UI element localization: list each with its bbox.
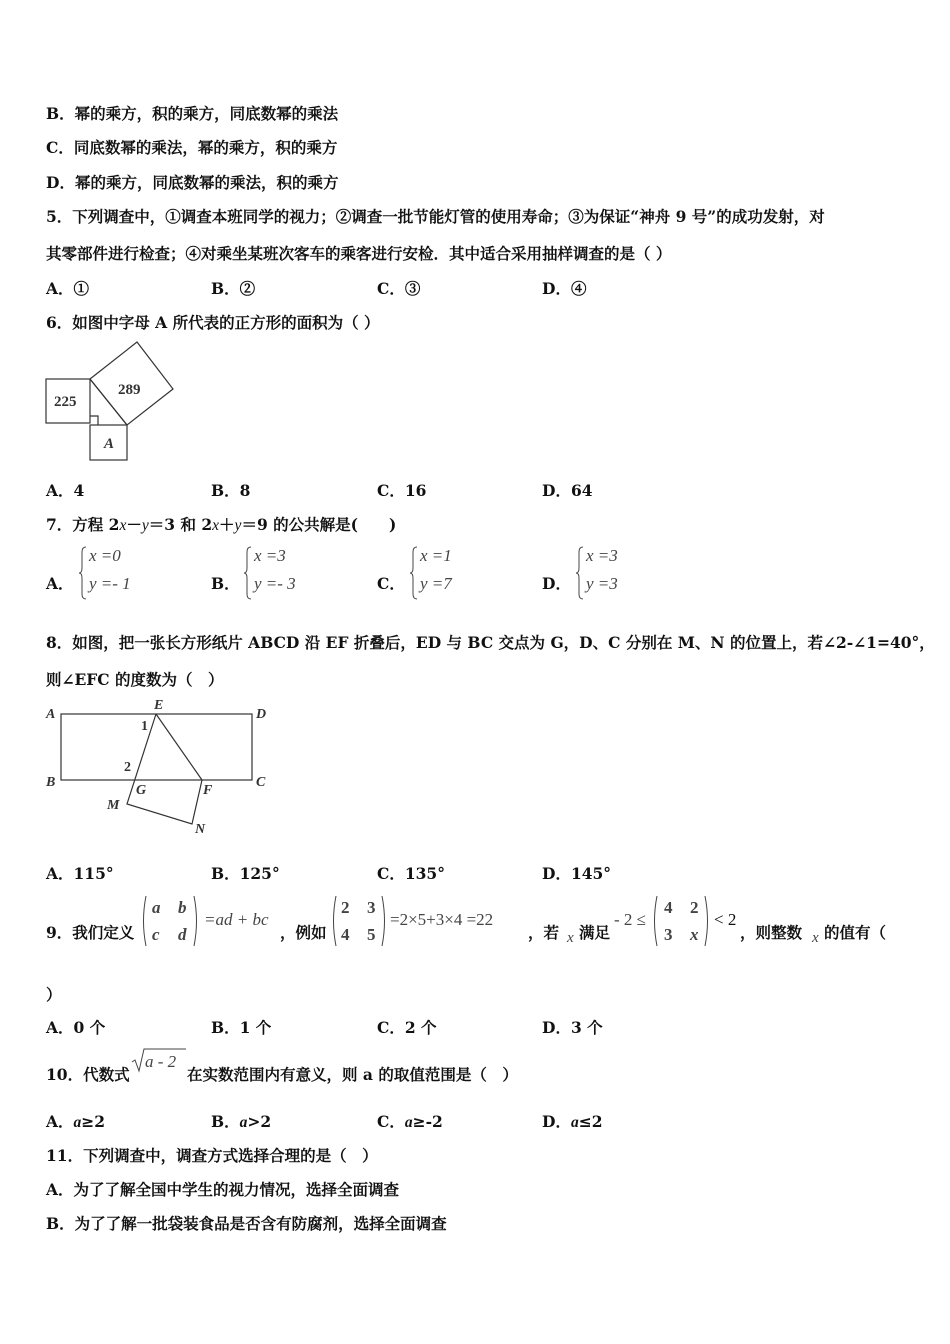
q6-option-c: C．16 [377,481,427,500]
q9-option-b: B．1 个 [211,1018,272,1037]
q9-satisfy-word: 满足 [579,923,611,942]
q10-option-d: D．a≤2 [542,1112,603,1131]
q10-option-c: C．a≥-2 [377,1112,443,1131]
q7-option-c-label: C． [377,574,405,593]
cell-5: 5 [367,925,376,944]
q4-option-c: C．同底数幂的乘法，幂的乘方，积的乘方 [46,138,338,157]
q7-option-b-system: x =3 y =- 3 [244,546,324,602]
q7-option-d-label: D． [542,574,571,593]
q9-ineq-left: - 2 ≤ [614,910,646,929]
q9-def-matrix [140,894,200,948]
fold-line-ef [156,714,202,780]
q9-option-d: D．3 个 [542,1018,603,1037]
q5-stem-line1: 5．下列调查中，①调查本班同学的视力；②调查一批节能灯管的使用寿命；③为保证“神舟 9 号”的成功发射，对 [46,207,825,226]
q7-stem: 7．方程 2x－y＝3 和 2x＋y＝9 的公共解是( ) [46,515,397,534]
q9-example-matrix [331,894,387,948]
left-bar [655,896,658,946]
right-bar [382,896,385,946]
q6-stem: 6．如图中字母 A 所代表的正方形的面积为（ ） [46,313,380,332]
q6-option-d: D．64 [542,481,593,500]
q7-option-c-system: x =1 y =7 [410,546,490,602]
q7-option-a-label: A． [46,574,74,593]
q5-stem-line2: 其零部件进行检查；④对乘坐某班次客车的乘客进行安检．其中适合采用抽样调查的是（ ） [46,244,672,263]
label-225: 225 [54,394,77,410]
label-angle-2: 2 [124,760,131,775]
q6-option-a: A．4 [46,481,85,500]
label-m: M [107,798,120,813]
q9-example-word: ，例如 [280,923,327,942]
cell-2: 2 [690,898,699,917]
q5-option-d: D．④ [542,279,587,298]
cell-d: d [178,925,187,944]
q9-ineq-matrix [652,894,710,948]
q10-prefix: 10．代数式 [46,1065,130,1084]
q9-example-rhs: =2×5+3×4 =22 [390,910,494,929]
label-f: F [203,783,213,798]
right-bar [705,896,708,946]
q9-if-word: ，若 [528,923,560,942]
brace-icon [576,546,584,600]
q10-option-b: B．a>2 [211,1112,272,1131]
brace-icon [79,546,87,600]
q5-option-b: B．② [211,279,256,298]
cell-a: a [152,898,161,917]
q4-option-d: D．幂的乘方，同底数幂的乘法，积的乘方 [46,173,339,192]
q7-option-a-system: x =0 y =- 1 [79,546,159,602]
label-c: C [256,775,266,790]
q9-option-c: C．2 个 [377,1018,437,1037]
brace-icon [244,546,252,600]
cell-3: 3 [664,925,673,944]
q11-stem: 11．下列调查中，调查方式选择合理的是（ ） [46,1146,378,1165]
q9-def-rhs: =ad + bc [204,910,269,929]
cell-4: 4 [664,898,673,917]
label-d: D [256,707,267,722]
label-a: A [104,436,115,452]
left-bar [334,896,337,946]
label-g: G [136,783,147,798]
q10-suffix: 在实数范围内有意义，则 a 的取值范围是（ ） [187,1065,518,1084]
left-bar [144,896,147,946]
q9-x-var: x [567,930,574,946]
q7-option-b-label: B． [211,574,240,593]
cell-x: x [690,925,699,944]
q6-squares-figure [40,338,180,466]
q8-fold-figure [40,696,280,842]
label-n: N [195,822,206,837]
q10-radicand: a - 2 [145,1052,177,1071]
rectangle-abcd [61,714,252,780]
q9-ineq-right: < 2 [714,910,737,929]
q9-close: ） [46,985,62,1004]
q9-tail: 的值有（ [824,923,887,942]
q8-option-c: C．135° [377,864,445,883]
q8-option-b: B．125° [211,864,280,883]
q4-option-b: B．幂的乘方，积的乘方，同底数幂的乘法 [46,104,339,123]
cell-c: c [152,925,160,944]
q7-option-d-system: x =3 y =3 [576,546,656,602]
q6-option-b: B．8 [211,481,251,500]
cell-3: 3 [367,898,376,917]
q5-option-c: C．③ [377,279,421,298]
brace-icon [410,546,418,600]
cell-4: 4 [341,925,350,944]
q10-option-a: A．a≥2 [46,1112,106,1131]
q8-option-a: A．115° [46,864,114,883]
q11-option-b: B．为了了解一批袋装食品是否含有防腐剂，选择全面调查 [46,1214,447,1233]
label-a: A [46,707,56,722]
q9-prefix: 9．我们定义 [46,923,135,942]
right-angle-mark [90,416,98,425]
q5-option-a: A．① [46,279,90,298]
q9-x-var-2: x [812,930,819,946]
right-bar [194,896,197,946]
folded-flap [127,714,202,824]
q9-then-word: ，则整数 [740,923,803,942]
q8-stem-line2: 则∠EFC 的度数为（ ） [46,670,224,689]
q9-option-a: A．0 个 [46,1018,106,1037]
q8-stem-line1: 8．如图，把一张长方形纸片 ABCD 沿 EF 折叠后，ED 与 BC 交点为 G，D、C 分别在 M、N 的位置上，若∠2-∠1=40°， [46,633,935,652]
cell-b: b [178,898,187,917]
label-289: 289 [118,382,141,398]
label-e: E [154,698,164,713]
q8-option-d: D．145° [542,864,612,883]
label-b: B [46,775,56,790]
cell-2: 2 [341,898,350,917]
label-angle-1: 1 [141,719,148,734]
q11-option-a: A．为了了解全国中学生的视力情况，选择全面调查 [46,1180,400,1199]
